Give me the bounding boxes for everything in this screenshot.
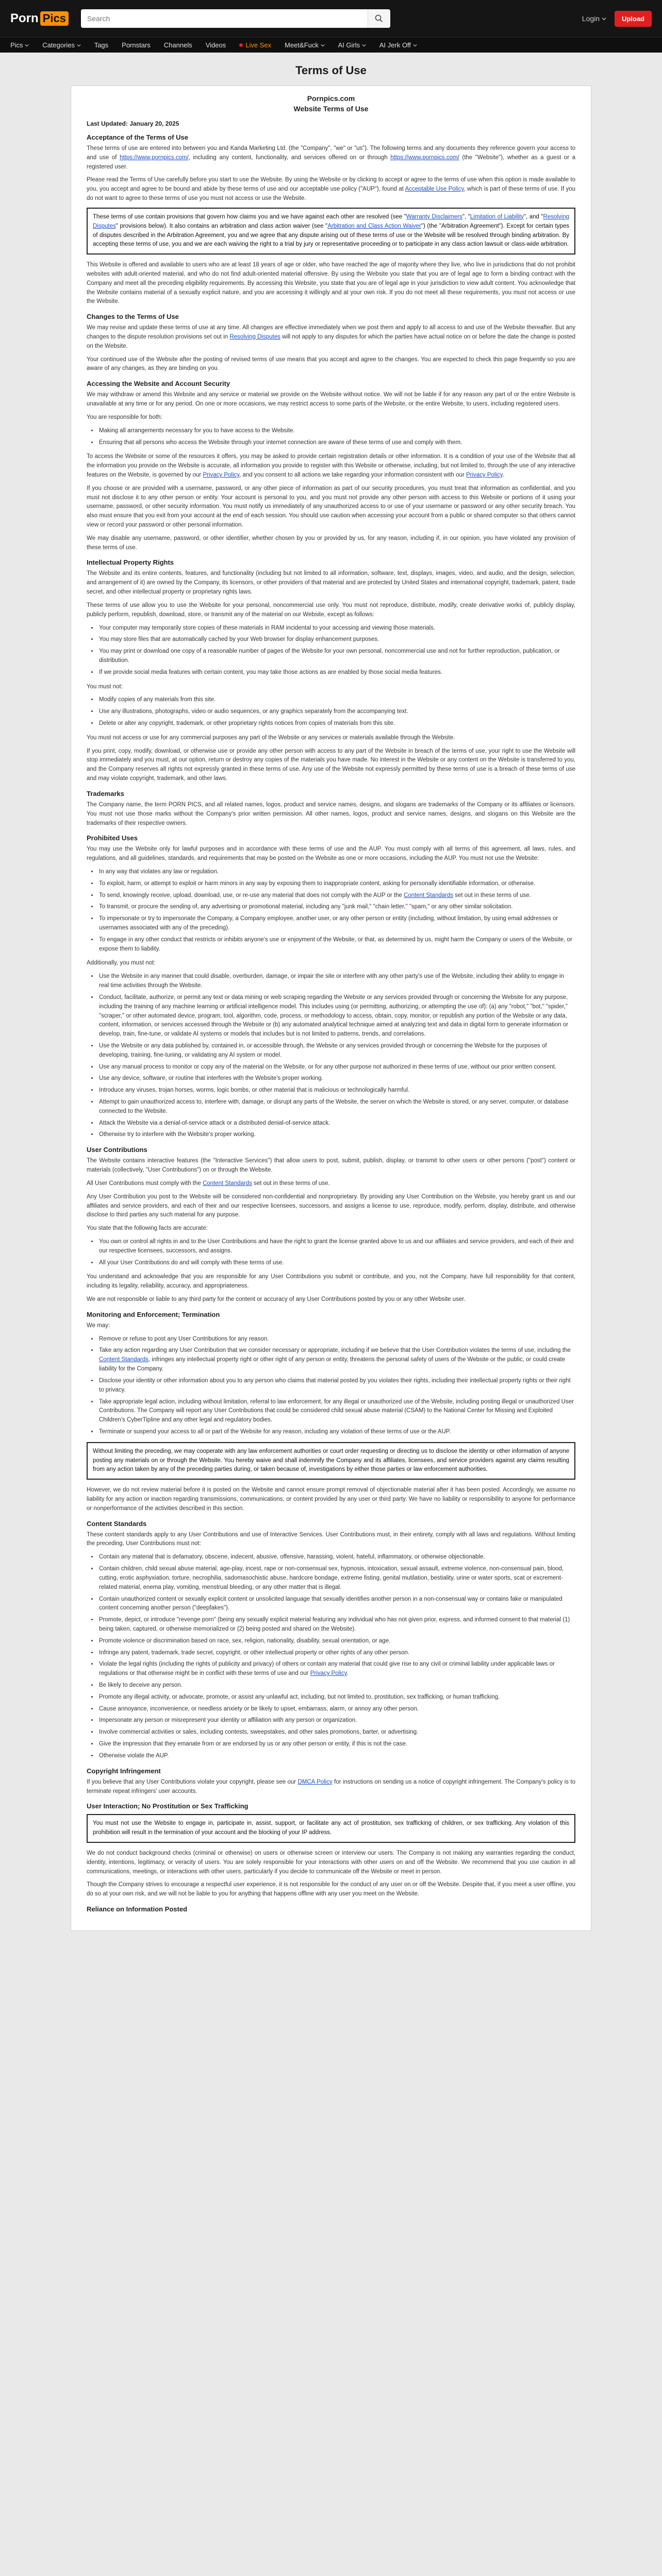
chevron-down-icon <box>77 43 81 47</box>
bullet-list <box>98 1335 575 1437</box>
terms-document <box>71 86 591 1931</box>
paragraph: These terms of use allow you to use the Website for your personal, noncommercial use only. You must not reproduce, distribute, modify, create derivative works of, publicly display, publicly perform, republish, download, store, or transmit any of the material on our Website, except as follows: <box>87 602 575 618</box>
inline-link[interactable]: Content Standards <box>202 1180 252 1187</box>
paragraph: Your continued use of the Website after the posting of revised terms of use means that you accept and agree to the changes. You are expected to check this page frequently so you are aware of any changes, as they are binding on you. <box>87 356 575 372</box>
nav-item-categories[interactable] <box>42 41 81 49</box>
search-icon <box>375 14 383 23</box>
list-item: • Otherwise try to interfere with the Website's proper working. <box>98 1130 575 1140</box>
paragraph: You are responsible for both: <box>87 414 162 420</box>
section-title: Prohibited Uses <box>87 834 138 842</box>
top-header <box>0 0 662 37</box>
paragraph: These content standards apply to any User Contributions and use of Interactive Services. User Contributions must, in their entirety, comply with all laws and regulations. Without limiting the preceding, User Contributions must not: <box>87 1531 575 1547</box>
paragraph: This Website is offered and available to users who are at least 18 years of age or older, who have reached the age of majority where they live, who live in jurisdictions that do not prohibit websites with adult-oriented material, and who do not find adult-oriented material offensive. By using the Website you state that you are of legal age to form a binding contract with the Company and meet all the preceding eligibility requirements. By accessing this Website, you state that you are of legal age in your jurisdiction to view adult content. You acknowledge that the Website contains material of a sexually explicit nature, and you are accessing it willingly and at your own risk. If you do not meet all these requirements, you must not access or use the Website. <box>87 262 575 305</box>
inline-link[interactable]: https://www.pornpics.com/ <box>390 154 459 161</box>
page-title: Terms of Use <box>295 64 367 77</box>
paragraph: You state that the following facts are accurate: <box>87 1225 208 1232</box>
inline-link[interactable]: Privacy Policy <box>203 471 240 478</box>
list-item: • Use the Website or any data published by, contained in, or accessible through, the Website or any services provided through or concerning the Website for the purposes of developing, training, fine-tuning, or validating any AI system or model. <box>98 1042 575 1060</box>
search-input[interactable] <box>81 9 368 28</box>
list-item: • To exploit, harm, or attempt to exploit or harm minors in any way by exposing them to inappropriate content, asking for personally identifiable information, or otherwise. <box>98 879 575 889</box>
doc-heading: Website Terms of Use <box>293 105 369 113</box>
logo-badge: Pics <box>40 11 69 26</box>
section-title: Accessing the Website and Account Security <box>87 380 230 388</box>
paragraph: Additionally, you must not: <box>87 960 156 967</box>
bullet-list <box>98 427 575 448</box>
list-item: • Give the impression that they emanate from or are endorsed by us or any other person or entity, if this is not the case. <box>98 1740 575 1749</box>
list-item: • Be likely to deceive any person. <box>98 1681 575 1690</box>
paragraph: To access the Website or some of the resources it offers, you may be asked to provide certain registration details or other information. It is a condition of your use of the Website that all the information you provide on the Website is accurate, all information you provide to register with this Website or otherwise, including, but not limited to, through the use of any interactive features on the Website, is governed by our Privacy Policy, and you consent to all actions we take regarding your information consistent with our Privacy Policy. <box>87 453 575 478</box>
inline-link[interactable]: Content Standards <box>99 1357 148 1363</box>
list-item: • Your computer may temporarily store copies of these materials in RAM incidental to your accessing and viewing those materials. <box>98 624 575 633</box>
login-label: Login <box>582 14 600 23</box>
list-item: • Promote violence or discrimination based on race, sex, religion, nationality, disability, sexual orientation, or age. <box>98 1637 575 1646</box>
paragraph: These terms of use are entered into between you and Kanda Marketing Ltd. (the "Company", "we" or "us"). The following terms and any documents they reference govern your access to and use of https://www.pornpics.com/, including any content, functionality, and services offered on or through https://www.pornpics.com/ (the "Website"), whether as a guest or a registered user. <box>87 145 576 170</box>
paragraph: We do not conduct background checks (criminal or otherwise) on users or otherwise screen or interview our users. The Company is not making any warranties regarding the conduct, identity, intentions, legitimacy, or veracity of users. You are solely responsible for your interactions with other users on and off the Website. We recommend that you use caution in all communications, meetings, or interactions with other users, particularly if you decide to communicate off the Website or meet in person. <box>87 1850 575 1875</box>
section-title: Trademarks <box>87 789 124 798</box>
section-title: Acceptance of the Terms of Use <box>87 133 188 141</box>
paragraph: However, we do not review material before it is posted on the Website and cannot ensure prompt removal of objectionable material after it has been posted. Accordingly, we assume no liability for any action or inaction regarding transmissions, communications, or content provided by any user or third party. We have no liability or responsibility to anyone for performance or nonperformance of the activities described in this section. <box>87 1487 575 1512</box>
bullet-list <box>98 696 575 728</box>
list-item: • You own or control all rights in and to the User Contributions and have the right to grant the license granted above to us and our affiliates and service providers, and each of their and our respective licensees, successors, and assigns. <box>98 1238 575 1256</box>
section-title: Monitoring and Enforcement; Termination <box>87 1310 220 1318</box>
nav-item-live-sex[interactable] <box>239 41 271 49</box>
list-item: • If we provide social media features with certain content, you may take those actions as are enabled by those social media features. <box>98 668 575 677</box>
last-updated: Last Updated: January 20, 2025 <box>87 120 179 127</box>
section-title: Intellectual Property Rights <box>87 558 174 567</box>
list-item: • Impersonate any person or misrepresent your identity or affiliation with any person or organization. <box>98 1716 575 1725</box>
list-item: • Involve commercial activities or sales, including contests, sweepstakes, and other sales promotions, barter, or advertising. <box>98 1728 575 1737</box>
inline-link[interactable]: Resolving Disputes <box>93 213 569 229</box>
inline-link[interactable]: Privacy Policy <box>466 471 503 478</box>
list-item: • Remove or refuse to post any User Contributions for any reason. <box>98 1335 575 1344</box>
inline-link[interactable]: Privacy Policy <box>310 1670 347 1677</box>
paragraph: The Website and its entire contents, features, and functionality (including but not limited to all information, software, text, displays, images, video, and audio, and the design, selection, and arrangement of it) are owned by the Company, its licensors, or other providers of that material and are protected by United States and international copyright, trademark, patent, trade secret, and other intellectual property or proprietary rights laws. <box>87 570 575 596</box>
upload-button[interactable]: Upload <box>615 11 652 27</box>
list-item: • Attempt to gain unauthorized access to, interfere with, damage, or disrupt any parts of the Website, the server on which the Website is stored, or any server, computer, or database connected to the Website. <box>98 1098 575 1116</box>
list-item: • Modify copies of any materials from this site. <box>98 696 575 705</box>
chevron-down-icon <box>362 43 366 47</box>
arbitration-notice <box>87 208 575 255</box>
inline-link[interactable]: https://www.pornpics.com/ <box>120 154 189 161</box>
list-item: • Cause annoyance, inconvenience, or needless anxiety or be likely to upset, embarrass, alarm, or annoy any other person. <box>98 1705 575 1714</box>
paragraph: You must not use the Website to engage in, participate in, assist, support, or facilitate any act of prostitution, sex trafficking of children, or sex trafficking. Any violation of this prohibition will result in the termination of your account and the blocking of your IP address. <box>93 1820 569 1836</box>
paragraph: You must not: <box>87 683 123 690</box>
paragraph: You may use the Website only for lawful purposes and in accordance with these terms of use and the AUP. You must comply with all terms of this agreement, all laws, rules, and regulations, and all guidelines, standards, and requirements that may be posted on the Website as one or more occasions, including the AUP. You must not use the Website: <box>87 846 575 862</box>
list-item: • Use the Website in any manner that could disable, overburden, damage, or impair the site or interfere with any other party's use of the Website, including their ability to engage in real time activities through the Website. <box>98 972 575 991</box>
main-nav <box>0 37 662 53</box>
paragraph: Any User Contribution you post to the Website will be considered non-confidential and nonproprietary. By providing any User Contribution on the Website, you hereby grant us and our affiliates and service providers, and each of their and our respective licensees, successors, and assigns a license to use, reproduce, modify, perform, display, distribute, and otherwise disclose to third parties any such material for any purpose. <box>87 1193 575 1218</box>
doc-site-name: Pornpics.com <box>307 94 355 103</box>
nav-item-tags[interactable]: Tags <box>94 41 109 49</box>
logo-main-text: Porn <box>10 11 39 25</box>
paragraph: These terms of use contain provisions that govern how claims you and we have against each other are resolved (see "Warranty Disclaimers", "Limitation of Liability", and "Resolving Disputes" provisions below). It also contains an arbitration and class action waiver (see "Arbitration and Class Action Waiver") (the "Arbitration Agreement"). Except for certain types of disputes described in the Arbitration Agreement, you and we agree that any dispute arising out of these terms of use or the Website will be resolved through binding arbitration. By accepting these terms of use, you and we are each waiving the right to a trial by jury or representative proceeding or to participate in any class action lawsuit or class-wide arbitration. <box>93 213 569 248</box>
list-item: • To impersonate or try to impersonate the Company, a Company employee, another user, or any other person or entity (including, without limitation, by using email addresses or usernames associated with any of the preceding). <box>98 914 575 933</box>
paragraph: We are not responsible or liable to any third party for the content or accuracy of any User Contributions posted by you or any other Website user. <box>87 1296 466 1302</box>
inline-link[interactable]: Acceptable Use Policy <box>405 186 464 193</box>
list-item: • You may store files that are automatically cached by your Web browser for display enhancement purposes. <box>98 635 575 645</box>
site-logo[interactable] <box>10 11 69 26</box>
live-dot-icon <box>239 43 243 47</box>
nav-item-label: Live Sex <box>245 41 272 49</box>
list-item: • Use any manual process to monitor or copy any of the material on the Website, or for any other purpose not authorized in these terms of use, without our prior written consent. <box>98 1063 575 1072</box>
list-item: • Use any illustrations, photographs, video or audio sequences, or any graphics separately from the accompanying text. <box>98 707 575 717</box>
section-title: Copyright Infringement <box>87 1767 161 1775</box>
section-title: Reliance on Information Posted <box>87 1905 188 1913</box>
inline-link[interactable]: Content Standards <box>404 892 453 899</box>
nav-item-label: AI Jerk Off <box>379 41 411 49</box>
search-button[interactable] <box>368 9 390 28</box>
paragraph: You must not access or use for any commercial purposes any part of the Website or any services or materials available through the Website. <box>87 734 455 741</box>
paragraph: The Company name, the term PORN PICS, and all related names, logos, product and service names, designs, and slogans are trademarks of the Company or its affiliates or licensors. You must not use those marks without the Company's prior written permission. All other names, logos, product and service names, designs, and slogans on this Website are the trademarks of their respective owners. <box>87 801 575 826</box>
bullet-list <box>98 1553 575 1760</box>
list-item: • Violate the legal rights (including the rights of publicity and privacy) of others or contain any material that could give rise to any civil or criminal liability under applicable laws or regulations or that otherwise might be in conflict with these terms of use and our Privacy Policy. <box>98 1660 575 1679</box>
section-title: Changes to the Terms of Use <box>87 313 179 321</box>
nav-item-channels[interactable]: Channels <box>163 41 192 49</box>
list-item: • Making all arrangements necessary for you to have access to the Website. <box>98 427 575 436</box>
paragraph: Please read the Terms of Use carefully before you start to use the Website. By using the Website or by clicking to accept or agree to the terms of use when this option is made available to you, you accept and agree to be bound and abide by these terms of use and our acceptable use policy ("AUP"), found at Acceptable Use Policy, which is part of these terms of use. If you do not want to agree to these terms of use you must not access or use the Website. <box>87 177 576 202</box>
paragraph: Without limiting the preceding, we may cooperate with any law enforcement authorities or court order requesting or directing us to disclose the identity or other information of anyone posting any materials on or through the Website. You hereby waive and shall indemnify the Company and its affiliates, licensees, and service providers against any claims resulting from any action taken by any of the preceding parties during, or taken because of, investigations by either those parties or law enforcement authorities. <box>93 1448 569 1473</box>
paragraph: If you print, copy, modify, download, or otherwise use or provide any other person with access to any part of the Website in breach of the terms of use, your right to use the Website will stop immediately and you must, at our option, return or destroy any copies of the materials you have made. No interest in the Website or any content on the Website is transferred to you, and the Company reserves all rights not expressly granted in these terms of use. Any use of the Website not expressly permitted by these terms of use is a breach of these terms of use and may violate copyright, trademark, and other laws. <box>87 748 575 782</box>
list-item: • To transmit, or procure the sending of, any advertising or promotional material, including any "junk mail," "chain letter," "spam," or any other similar solicitation. <box>98 903 575 912</box>
bullet-list <box>98 624 575 677</box>
list-item: • All your User Contributions do and will comply with these terms of use. <box>98 1259 575 1268</box>
list-item: • Terminate or suspend your access to all or part of the Website for any reason, including any violation of these terms of use or the AUP. <box>98 1428 575 1437</box>
paragraph: We may: <box>87 1322 110 1329</box>
list-item: • Infringe any patent, trademark, trade secret, copyright, or other intellectual property or other rights of any other person. <box>98 1649 575 1658</box>
list-item: • Attack the Website via a denial-of-service attack or a distributed denial-of-service attack. <box>98 1119 575 1128</box>
bullet-list <box>98 1238 575 1267</box>
nav-item-pornstars[interactable]: Pornstars <box>122 41 151 49</box>
inline-link[interactable]: Limitation of Liability <box>470 213 524 220</box>
list-item: • Contain unauthorized content or sexually explicit content or unsolicited language that sexually identifies another person in a non-consensual way or contains fake or manipulated content concerning another person ("deepfakes"). <box>98 1595 575 1614</box>
paragraph: All User Contributions must comply with the Content Standards set out in these terms of use. <box>87 1180 330 1187</box>
chevron-down-icon <box>25 43 29 47</box>
list-item: • Contain any material that is defamatory, obscene, indecent, abusive, offensive, harassing, violent, hateful, inflammatory, or otherwise objectionable. <box>98 1553 575 1562</box>
prostitution-notice <box>87 1814 575 1843</box>
inline-link[interactable]: Arbitration and Class Action Waiver <box>327 223 421 229</box>
paragraph: You understand and acknowledge that you are responsible for any User Contributions you submit or contribute, and you, not the Company, have full responsibility for that content, including its legality, reliability, accuracy, and appropriateness. <box>87 1274 575 1290</box>
list-item: • Otherwise violate the AUP. <box>98 1752 575 1761</box>
section-title: User Interaction; No Prostitution or Sex Trafficking <box>87 1802 249 1810</box>
paragraph: Though the Company strives to encourage a respectful user experience, it is not responsible for the conduct of any user on or off the Website. Despite that, if you meet a user offline, you do so at your own risk, and we will not be liable to you for anything that happens offline with any user you meet on the Website. <box>87 1882 575 1897</box>
section-title: User Contributions <box>87 1146 147 1154</box>
paragraph: We may revise and update these terms of use at any time. All changes are effective immediately when we post them and apply to all access to and use of the Website thereafter. But any changes to the dispute resolution provisions set out in Resolving Disputes will not apply to any disputes for which the parties have actual notice on or before the date the change is posted on the Website. <box>87 325 576 349</box>
chevron-down-icon <box>321 43 325 47</box>
list-item: • Conduct, facilitate, authorize, or permit any text or data mining or web scraping regarding the Website or any services provided through or concerning the Website for any purpose, including the training of any machine learning or artificial intelligence model. This includes using (or permitting, authorizing, or attempting the use of): (a) any "robot," "bot," "spider," "scraper," or other automated device, program, tool, algorithm, code, process, or methodology to access, obtain, copy, monitor, or republish any portion of the Website or any data, content, information, or services accessed through the Website or (b) any automated analytical technique aimed at analyzing text and data in digital form to generate information or develop, train, fine-tune, or validate AI systems or models that includes but is not limited to patterns, trends, and correlations. <box>98 993 575 1039</box>
nav-item-pics[interactable] <box>10 41 29 49</box>
nav-item-meet[interactable] <box>285 41 324 49</box>
list-item: • You may print or download one copy of a reasonable number of pages of the Website for your own personal, noncommercial use and not for further reproduction, publication, or distribution. <box>98 647 575 666</box>
list-item: • To engage in any other conduct that restricts or inhibits anyone's use or enjoyment of the Website, or that, as determined by us, might harm the Company or users of the Website, or expose them to liability. <box>98 936 575 954</box>
list-item: • In any way that violates any law or regulation. <box>98 868 575 877</box>
inline-link[interactable]: Resolving Disputes <box>229 334 280 340</box>
list-item: • Promote any illegal activity, or advocate, promote, or assist any unlawful act, including, but not limited to, prostitution, sex trafficking, or human trafficking. <box>98 1693 575 1702</box>
list-item: • Promote, depict, or introduce "revenge porn" (being any sexually explicit material featuring any individual who has not given prior, express, and informed consent to that material (1) being taken, captured, or otherwise memorialized or (2) being posted and shared on the Website). <box>98 1616 575 1634</box>
nav-item-label: AI Girls <box>338 41 360 49</box>
nav-item-label: Meet&Fuck <box>285 41 319 49</box>
paragraph: The Website contains interactive features (the "Interactive Services") that allow users to post, submit, publish, display, or transmit to other users or other persons ("post") content or materials (collectively, "User Contributions") on or through the Website. <box>87 1158 575 1174</box>
nav-item-label: Categories <box>42 41 75 49</box>
list-item: • Delete or alter any copyright, trademark, or other proprietary rights notices from copies of materials from this site. <box>98 719 575 728</box>
inline-link[interactable]: Warranty Disclaimers <box>406 213 462 220</box>
list-item: • Contain children, child sexual abuse material, age-play, incest, rape or non-consensual sex, hypnosis, intoxication, sexual assault, extreme violence, non-consensual pain, blood, cutting, erotic asphyxiation, torture, necrophilia, sadomasochistic abuse, hardcore bondage, extreme fisting, genital mutilation, bestiality, urine or water sports, scat or excrement-related material, enema play, vomiting, menstrual bleeding, or any other matter that is illegal. <box>98 1565 575 1592</box>
paragraph: We may disable any username, password, or other identifier, whether chosen by you or provided by us, for any reason, including if, in our opinion, you have violated any provision of these terms of use. <box>87 535 575 551</box>
bullet-list <box>98 868 575 954</box>
chevron-down-icon <box>602 16 606 21</box>
nav-item-videos[interactable]: Videos <box>205 41 226 49</box>
list-item: • Take any action regarding any User Contribution that we consider necessary or appropriate, including if we believe that the User Contribution violates the terms of use, including the Content Standards, infringes any intellectual property right or other right of any person or entity, threatens the personal safety of users of the Website or the public, or could create liability for the Company. <box>98 1346 575 1374</box>
paragraph: If you believe that any User Contributions violate your copyright, please see our DMCA Policy for instructions on sending us a notice of copyright infringement. The Company's policy is to terminate repeat infringers' user accounts. <box>87 1778 575 1794</box>
list-item: • Ensuring that all persons who access the Website through your internet connection are aware of these terms of use and comply with them. <box>98 438 575 448</box>
list-item: • Take appropriate legal action, including without limitation, referral to law enforcement, for any illegal or unauthorized use of the Website, including posting illegal or unauthorized User Contributions. The Company will report any User Contributions that could be considered child sexual abuse material (CSAM) to the National Center for Missing and Exploited Children's CyberTipline and any other legal and regulatory bodies. <box>98 1398 575 1425</box>
nav-item-ai-jerk-off[interactable] <box>379 41 417 49</box>
inline-link[interactable]: DMCA Policy <box>297 1778 333 1785</box>
list-item: • Introduce any viruses, trojan horses, worms, logic bombs, or other material that is malicious or technologically harmful. <box>98 1086 575 1095</box>
nav-item-ai-girls[interactable] <box>338 41 366 49</box>
chevron-down-icon <box>413 43 417 47</box>
list-item: • Use any device, software, or routine that interferes with the Website's proper working. <box>98 1074 575 1083</box>
nav-item-label: Pics <box>10 41 23 49</box>
login-link[interactable] <box>582 14 606 23</box>
header-actions <box>582 11 652 27</box>
bullet-list <box>98 972 575 1140</box>
search-box <box>81 9 390 28</box>
paragraph: If you choose or are provided with a username, password, or any other piece of information as part of our security procedures, you must treat that information as confidential, and you must not disclose it to any other person or entity. Your account is personal to you, and you must not provide any other person with access to this Website or portions of it using your username, password, or other security information. You must notify us immediately of any unauthorized access to or use of your username or password or any other security breach. You also must ensure that you exit from your account at the end of each session. You should use caution when accessing your account from a public or shared computer so that others cannot view or record your password or other personal information. <box>87 485 575 528</box>
law-enforcement-notice <box>87 1442 575 1480</box>
list-item: • Disclose your identity or other information about you to any person who claims that material posted by you violates their rights, including their intellectual property rights or their right to privacy. <box>98 1377 575 1395</box>
paragraph: We may withdraw or amend this Website and any service or material we provide on the Website without notice. We will not be liable if for any reason any part of or the entire Website is unavailable at any time or for any period. On one or more occasions, we may restrict access to some parts of the Website, or the entire Website, to users, including registered users. <box>87 392 575 408</box>
list-item: • To send, knowingly receive, upload, download, use, or re-use any material that does not comply with the AUP or the Content Standards set out in these terms of use. <box>98 891 575 901</box>
section-title: Content Standards <box>87 1519 147 1528</box>
